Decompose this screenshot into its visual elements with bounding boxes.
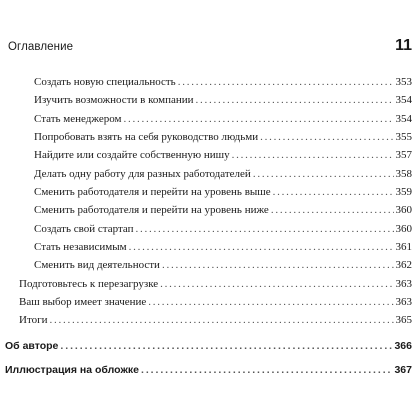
toc-entry[interactable] [34,223,412,236]
toc-dot-leader [60,340,392,353]
toc-entry-title: Найдите или создайте собственную нишу [34,149,230,161]
toc-entry-title: Об авторе [5,340,59,352]
toc-entry[interactable] [19,296,412,309]
running-header-page-number: 11 [395,37,412,54]
toc-entry-page: 366 [394,340,412,352]
toc-entry[interactable] [19,314,412,327]
toc-entry-title: Сменить работодателя и перейти на уровень выше [34,186,271,198]
toc-entry-page: 360 [395,204,412,216]
toc-entry-page: 357 [395,149,412,161]
toc-entry-title: Стать менеджером [34,113,122,125]
toc-entry-page: 363 [395,296,412,308]
toc-entry[interactable] [34,94,412,107]
toc-dot-leader [271,204,394,217]
toc-entry-title: Создать свой стартап [34,223,134,235]
toc-entry-title: Сменить вид деятельности [34,259,160,271]
toc-dot-leader [260,131,393,144]
toc-entry-title: Стать независимым [34,241,127,253]
toc-dot-leader [148,296,393,309]
toc-entry-page: 353 [395,76,412,88]
toc-entry-title: Иллюстрация на обложке [5,364,139,376]
toc-entry-page: 354 [395,94,412,106]
toc-entry-title: Изучить возможности в компании [34,94,194,106]
toc-dot-leader [123,113,393,126]
toc-entry-page: 354 [395,113,412,125]
toc-entry[interactable] [5,340,412,353]
toc-entry[interactable] [34,131,412,144]
toc-entry[interactable] [5,364,412,377]
toc-entry-page: 361 [395,241,412,253]
toc-entry[interactable] [19,278,412,291]
toc-entry-title: Подготовьтесь к перезагрузке [19,278,159,290]
toc-dot-leader [136,223,394,236]
toc-dot-leader [232,149,394,162]
toc-dot-leader [178,76,394,89]
toc-dot-leader [196,94,394,107]
toc-entry-title: Попробовать взять на себя руководство людьми [34,131,259,143]
toc-dot-leader [129,241,394,254]
toc-entry-title: Делать одну работу для разных работодателей [34,168,251,180]
toc-dot-leader [273,186,394,199]
toc-dot-leader [141,364,392,377]
toc-dot-leader [253,168,394,181]
toc-entry[interactable] [34,76,412,89]
toc-entry[interactable] [34,149,412,162]
toc-entry[interactable] [34,186,412,199]
toc-dot-leader [50,314,394,327]
toc-entry-title: Сменить работодателя и перейти на уровень ниже [34,204,269,216]
toc-entry-page: 365 [395,314,412,326]
toc-entry[interactable] [34,113,412,126]
toc-entry[interactable] [34,241,412,254]
toc-entry-page: 362 [395,259,412,271]
toc-entry-page: 363 [395,278,412,290]
toc-entry[interactable] [34,204,412,217]
toc-entry-title: Создать новую специальность [34,76,176,88]
toc-entry-page: 367 [394,364,412,376]
toc-entry-page: 358 [395,168,412,180]
toc-entry-page: 355 [395,131,412,143]
toc-entry-page: 359 [395,186,412,198]
toc-entry-title: Ваш выбор имеет значение [19,296,147,308]
running-header-title: Оглавление [8,41,74,53]
toc-entry[interactable] [34,259,412,272]
toc-entry-page: 360 [395,223,412,235]
toc-entry-title: Итоги [19,314,48,326]
toc-dot-leader [162,259,394,272]
toc-dot-leader [160,278,393,291]
toc-entry[interactable] [34,168,412,181]
